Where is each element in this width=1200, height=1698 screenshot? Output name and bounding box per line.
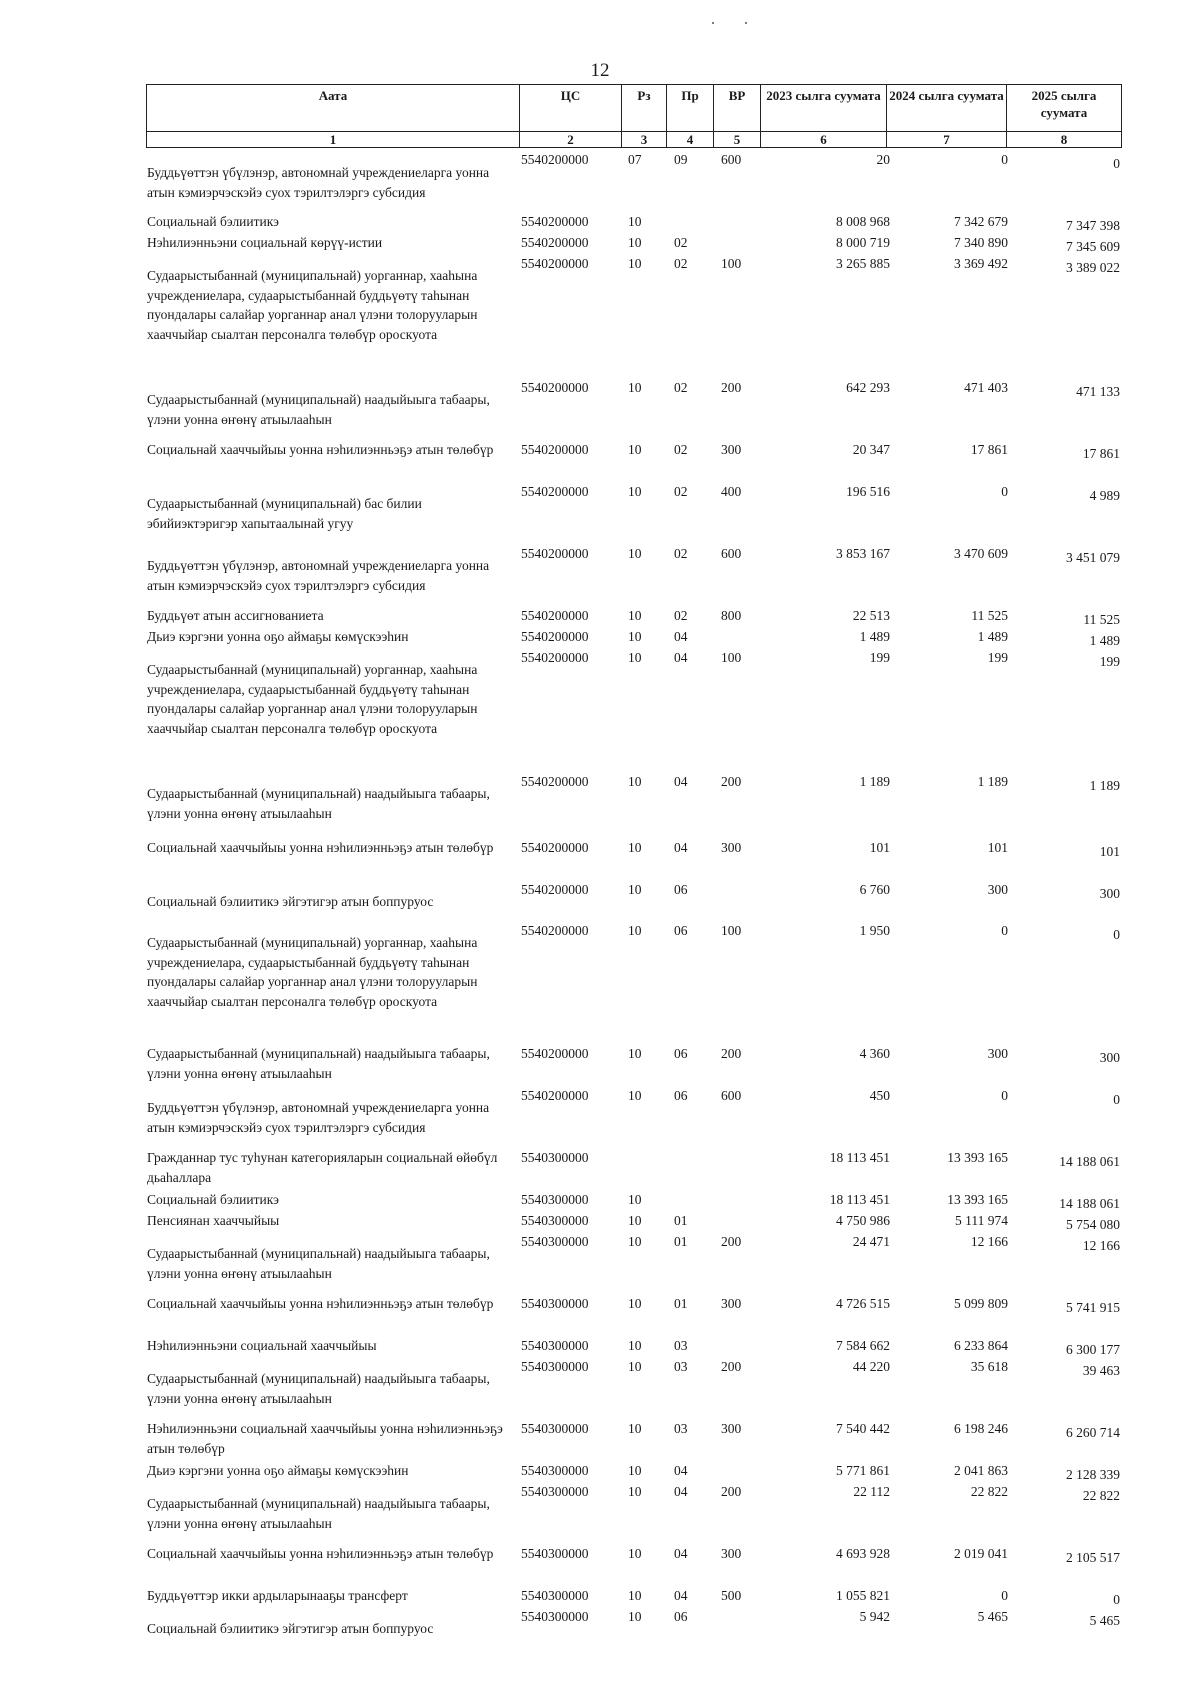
row-name: Социальнай хааччыйыы уонна нэһилиэнньэҕэ атын төлөбүр <box>147 840 494 855</box>
row-2025: 7 345 609 <box>1066 239 1120 254</box>
row-2025: 2 128 339 <box>1066 1467 1120 1482</box>
row-name: Нэһилиэнньэни социальнай хааччыйыы уонна нэһилиэнньэҕэ атын төлөбүр <box>147 1421 503 1456</box>
row-rz: 10 <box>628 214 642 229</box>
row-cs: 5540300000 <box>521 1484 589 1499</box>
row-name: Социальнай хааччыйыы уонна нэһилиэнньэҕэ атын төлөбүр <box>147 1546 494 1561</box>
row-2025: 300 <box>1099 1050 1120 1065</box>
row-2025: 11 525 <box>1083 612 1120 627</box>
column-number: 2 <box>520 132 622 148</box>
row-pr: 02 <box>674 608 688 623</box>
row-cs: 5540200000 <box>521 214 589 229</box>
row-2023: 5 771 861 <box>836 1463 890 1478</box>
row-pr: 06 <box>674 1609 688 1624</box>
row-vr: 200 <box>721 774 742 789</box>
row-cs: 5540300000 <box>521 1588 589 1603</box>
row-cs: 5540200000 <box>521 235 589 250</box>
row-rz: 10 <box>628 256 642 271</box>
header-name: Аата <box>147 85 520 132</box>
row-pr: 02 <box>674 442 688 457</box>
row-2023: 8 000 719 <box>836 235 890 250</box>
row-pr: 04 <box>674 1463 688 1478</box>
row-name: Буддьүөттэн үбүлэнэр, автономнай учреждениеларга уонна атын кэмиэрчэскэйэ суох тэрилтэлэргэ субсидия <box>147 165 490 200</box>
row-cs: 5540200000 <box>521 923 589 938</box>
row-2023: 22 112 <box>853 1484 890 1499</box>
row-2023: 1 055 821 <box>836 1588 890 1603</box>
row-2025: 0 <box>1113 1092 1120 1107</box>
row-name: Судаарыстыбаннай (муниципальнай) наадыйыыга табаары, үлэни уонна өҥөнү атыылааһын <box>147 1046 490 1081</box>
row-pr: 06 <box>674 882 688 897</box>
row-2025: 2 105 517 <box>1066 1550 1120 1565</box>
row-vr: 100 <box>721 256 742 271</box>
row-vr: 500 <box>721 1588 742 1603</box>
row-2024: 1 189 <box>977 774 1008 789</box>
row-2024: 22 822 <box>970 1484 1008 1499</box>
row-name: Социальнай хааччыйыы уонна нэһилиэнньэҕэ атын төлөбүр <box>147 1296 494 1311</box>
column-number: 8 <box>1007 132 1122 148</box>
row-vr: 300 <box>721 1421 742 1436</box>
row-vr: 200 <box>721 1046 742 1061</box>
row-2025: 17 861 <box>1082 446 1120 461</box>
row-2024: 13 393 165 <box>947 1150 1008 1165</box>
row-rz: 10 <box>628 1234 642 1249</box>
row-pr: 02 <box>674 380 688 395</box>
row-rz: 10 <box>628 1421 642 1436</box>
row-2025: 7 347 398 <box>1066 218 1120 233</box>
row-pr: 02 <box>674 235 688 250</box>
row-vr: 300 <box>721 1546 742 1561</box>
row-2023: 4 360 <box>859 1046 890 1061</box>
row-cs: 5540200000 <box>521 380 589 395</box>
row-name: Социальнай бэлиитикэ эйгэтигэр атын боппуруос <box>147 1621 434 1636</box>
row-vr: 200 <box>721 1234 742 1249</box>
row-2025: 199 <box>1099 654 1120 669</box>
row-pr: 03 <box>674 1421 688 1436</box>
row-2023: 7 540 442 <box>836 1421 890 1436</box>
header-pr: Пр <box>667 85 714 132</box>
row-2024: 13 393 165 <box>947 1192 1008 1207</box>
row-vr: 300 <box>721 442 742 457</box>
row-rz: 10 <box>628 1588 642 1603</box>
row-cs: 5540200000 <box>521 1046 589 1061</box>
row-2025: 0 <box>1113 1592 1120 1607</box>
row-2024: 7 342 679 <box>954 214 1008 229</box>
header-vr: ВР <box>714 85 761 132</box>
row-pr: 03 <box>674 1359 688 1374</box>
row-2025: 22 822 <box>1082 1488 1120 1503</box>
row-pr: 02 <box>674 256 688 271</box>
row-pr: 02 <box>674 484 688 499</box>
row-cs: 5540300000 <box>521 1192 589 1207</box>
row-pr: 06 <box>674 923 688 938</box>
row-name: Буддьүөт атын ассигнованиета <box>147 608 324 623</box>
row-2025: 5 465 <box>1089 1613 1120 1628</box>
row-2023: 1 950 <box>859 923 890 938</box>
row-cs: 5540300000 <box>521 1546 589 1561</box>
row-2024: 3 369 492 <box>954 256 1008 271</box>
row-pr: 03 <box>674 1338 688 1353</box>
row-cs: 5540200000 <box>521 442 589 457</box>
row-cs: 5540200000 <box>521 840 589 855</box>
row-2025: 5 741 915 <box>1066 1300 1120 1315</box>
row-2023: 5 942 <box>859 1609 890 1624</box>
row-cs: 5540300000 <box>521 1609 589 1624</box>
row-2025: 14 188 061 <box>1059 1154 1120 1169</box>
row-vr: 100 <box>721 923 742 938</box>
row-2024: 5 099 809 <box>954 1296 1008 1311</box>
row-name: Нэһилиэнньэни социальнай хааччыйыы <box>147 1338 377 1353</box>
row-rz: 10 <box>628 380 642 395</box>
row-pr: 01 <box>674 1234 688 1249</box>
row-2025: 3 451 079 <box>1066 550 1120 565</box>
row-2024: 1 489 <box>977 629 1008 644</box>
header-2024: 2024 сылга суумата <box>887 85 1007 132</box>
row-vr: 200 <box>721 1359 742 1374</box>
row-2025: 300 <box>1099 886 1120 901</box>
row-2024: 12 166 <box>970 1234 1008 1249</box>
row-name: Судаарыстыбаннай (муниципальнай) уорганнар, хааһына учреждениелара, судаарыстыбаннай буддьүөтү таһынан пуондалары салайар уорганнар анал үлэни толорууларын хааччыйар сыалтан персоналга төлөбүр ороскуота <box>147 268 478 342</box>
row-cs: 5540300000 <box>521 1463 589 1478</box>
row-2025: 3 389 022 <box>1066 260 1120 275</box>
row-2023: 1 189 <box>859 774 890 789</box>
row-2023: 199 <box>869 650 890 665</box>
header-2025: 2025 сылга суумата <box>1007 85 1122 132</box>
row-2023: 6 760 <box>859 882 890 897</box>
row-2024: 5 111 974 <box>955 1213 1008 1228</box>
row-2023: 4 750 986 <box>836 1213 890 1228</box>
row-2025: 1 489 <box>1089 633 1120 648</box>
row-cs: 5540300000 <box>521 1296 589 1311</box>
row-2024: 2 019 041 <box>954 1546 1008 1561</box>
row-rz: 10 <box>628 1192 642 1207</box>
row-rz: 10 <box>628 650 642 665</box>
row-2025: 101 <box>1099 844 1120 859</box>
row-2024: 0 <box>1001 1588 1008 1603</box>
row-rz: 10 <box>628 1546 642 1561</box>
column-number: 1 <box>147 132 520 148</box>
row-name: Судаарыстыбаннай (муниципальнай) наадыйыыга табаары, үлэни уонна өҥөнү атыылааһын <box>147 786 490 821</box>
row-2025: 4 989 <box>1089 488 1120 503</box>
row-2024: 3 470 609 <box>954 546 1008 561</box>
row-2023: 7 584 662 <box>836 1338 890 1353</box>
row-cs: 5540200000 <box>521 650 589 665</box>
row-name: Дьиэ кэргэни уонна оҕо аймаҕы көмүскээһин <box>147 629 409 644</box>
row-2025: 12 166 <box>1082 1238 1120 1253</box>
row-2024: 101 <box>987 840 1008 855</box>
row-2025: 0 <box>1113 927 1120 942</box>
row-name: Буддьүөттэн үбүлэнэр, автономнай учреждениеларга уонна атын кэмиэрчэскэйэ суох тэрилтэлэргэ субсидия <box>147 558 490 593</box>
row-cs: 5540200000 <box>521 882 589 897</box>
row-2023: 24 471 <box>852 1234 890 1249</box>
row-vr: 300 <box>721 1296 742 1311</box>
row-name: Нэһилиэнньэни социальнай көрүү-истии <box>147 235 383 250</box>
row-2024: 199 <box>987 650 1008 665</box>
row-2024: 35 618 <box>970 1359 1008 1374</box>
row-2025: 1 189 <box>1089 778 1120 793</box>
row-2024: 17 861 <box>970 442 1008 457</box>
row-pr: 04 <box>674 1546 688 1561</box>
row-pr: 04 <box>674 1588 688 1603</box>
row-cs: 5540200000 <box>521 608 589 623</box>
row-2025: 0 <box>1113 156 1120 171</box>
row-2024: 0 <box>1001 923 1008 938</box>
row-name: Судаарыстыбаннай (муниципальнай) наадыйыыга табаары, үлэни уонна өҥөнү атыылааһын <box>147 392 490 427</box>
row-name: Судаарыстыбаннай (муниципальнай) наадыйыыга табаары, үлэни уонна өҥөнү атыылааһын <box>147 1246 490 1281</box>
row-vr: 100 <box>721 650 742 665</box>
row-2025: 6 260 714 <box>1066 1425 1120 1440</box>
row-rz: 10 <box>628 1338 642 1353</box>
row-rz: 10 <box>628 840 642 855</box>
row-rz: 10 <box>628 882 642 897</box>
row-name: Буддьүөттэн үбүлэнэр, автономнай учреждениеларга уонна атын кэмиэрчэскэйэ суох тэрилтэлэргэ субсидия <box>147 1100 490 1135</box>
row-rz: 10 <box>628 923 642 938</box>
row-name: Социальнай бэлиитикэ <box>147 214 279 229</box>
row-2024: 2 041 863 <box>954 1463 1008 1478</box>
row-name: Судаарыстыбаннай (муниципальнай) бас билии эбийиэктэригэр хапытаалынай угуу <box>147 496 422 531</box>
row-pr: 09 <box>674 152 688 167</box>
row-2025: 5 754 080 <box>1066 1217 1120 1232</box>
row-cs: 5540300000 <box>521 1421 589 1436</box>
row-rz: 10 <box>628 1463 642 1478</box>
row-rz: 10 <box>628 774 642 789</box>
row-vr: 200 <box>721 380 742 395</box>
row-cs: 5540300000 <box>521 1359 589 1374</box>
row-2023: 1 489 <box>859 629 890 644</box>
column-number: 6 <box>761 132 887 148</box>
header-2023: 2023 сылга суумата <box>761 85 887 132</box>
row-vr: 400 <box>721 484 742 499</box>
header-cs: ЦС <box>520 85 622 132</box>
row-2024: 0 <box>1001 484 1008 499</box>
row-2023: 18 113 451 <box>829 1192 890 1207</box>
row-2023: 196 516 <box>846 484 890 499</box>
row-2025: 39 463 <box>1082 1363 1120 1378</box>
row-cs: 5540200000 <box>521 629 589 644</box>
row-pr: 04 <box>674 650 688 665</box>
scan-speck <box>712 22 714 24</box>
page-number: 12 <box>590 60 610 81</box>
row-name: Дьиэ кэргэни уонна оҕо аймаҕы көмүскээһин <box>147 1463 409 1478</box>
header-rz: Рз <box>622 85 667 132</box>
row-2023: 642 293 <box>846 380 890 395</box>
row-name: Судаарыстыбаннай (муниципальнай) уорганнар, хааһына учреждениелара, судаарыстыбаннай буддьүөтү таһынан пуондалары салайар уорганнар анал үлэни толорууларын хааччыйар сыалтан персоналга төлөбүр ороскуота <box>147 935 478 1009</box>
row-cs: 5540200000 <box>521 1088 589 1103</box>
row-cs: 5540200000 <box>521 546 589 561</box>
row-rz: 10 <box>628 1296 642 1311</box>
row-pr: 04 <box>674 840 688 855</box>
row-vr: 800 <box>721 608 742 623</box>
row-2024: 6 233 864 <box>954 1338 1008 1353</box>
row-2024: 5 465 <box>977 1609 1008 1624</box>
row-pr: 06 <box>674 1088 688 1103</box>
row-cs: 5540300000 <box>521 1213 589 1228</box>
row-2023: 3 265 885 <box>836 256 890 271</box>
row-pr: 01 <box>674 1213 688 1228</box>
row-rz: 10 <box>628 1359 642 1374</box>
column-number: 4 <box>667 132 714 148</box>
row-2024: 300 <box>987 1046 1008 1061</box>
row-rz: 10 <box>628 1609 642 1624</box>
column-number-row <box>147 132 1122 148</box>
row-pr: 06 <box>674 1046 688 1061</box>
row-vr: 300 <box>721 840 742 855</box>
row-2024: 11 525 <box>971 608 1008 623</box>
row-pr: 04 <box>674 774 688 789</box>
row-name: Социальнай хааччыйыы уонна нэһилиэнньэҕэ атын төлөбүр <box>147 442 494 457</box>
row-rz: 10 <box>628 1046 642 1061</box>
row-vr: 200 <box>721 1484 742 1499</box>
row-cs: 5540300000 <box>521 1234 589 1249</box>
row-vr: 600 <box>721 152 742 167</box>
row-pr: 01 <box>674 1296 688 1311</box>
row-rz: 10 <box>628 629 642 644</box>
row-name: Пенсиянан хааччыйыы <box>147 1213 280 1228</box>
row-cs: 5540200000 <box>521 152 589 167</box>
row-name: Судаарыстыбаннай (муниципальнай) наадыйыыга табаары, үлэни уонна өҥөнү атыылааһын <box>147 1371 490 1406</box>
row-rz: 10 <box>628 235 642 250</box>
row-2024: 300 <box>987 882 1008 897</box>
row-2023: 101 <box>869 840 890 855</box>
row-cs: 5540200000 <box>521 484 589 499</box>
column-number: 3 <box>622 132 667 148</box>
row-2023: 3 853 167 <box>836 546 890 561</box>
row-pr: 04 <box>674 1484 688 1499</box>
row-cs: 5540200000 <box>521 256 589 271</box>
row-rz: 10 <box>628 442 642 457</box>
row-name: Судаарыстыбаннай (муниципальнай) наадыйыыга табаары, үлэни уонна өҥөнү атыылааһын <box>147 1496 490 1531</box>
column-number: 7 <box>887 132 1007 148</box>
row-2023: 450 <box>869 1088 890 1103</box>
row-2024: 7 340 890 <box>954 235 1008 250</box>
row-rz: 10 <box>628 1088 642 1103</box>
column-number: 5 <box>714 132 761 148</box>
row-name: Судаарыстыбаннай (муниципальнай) уорганнар, хааһына учреждениелара, судаарыстыбаннай буддьүөтү таһынан пуондалары салайар уорганнар анал үлэни толорууларын хааччыйар сыалтан персоналга төлөбүр ороскуота <box>147 662 478 736</box>
row-2023: 8 008 968 <box>836 214 890 229</box>
row-2024: 0 <box>1001 1088 1008 1103</box>
row-rz: 10 <box>628 1484 642 1499</box>
row-2025: 471 133 <box>1076 384 1120 399</box>
row-2023: 20 347 <box>852 442 890 457</box>
row-name: Буддьүөттэр икки ардыларынааҕы трансферт <box>147 1588 408 1603</box>
row-cs: 5540300000 <box>521 1338 589 1353</box>
row-2024: 471 403 <box>964 380 1008 395</box>
budget-table-header <box>146 84 1122 148</box>
row-name: Социальнай бэлиитикэ <box>147 1192 279 1207</box>
row-rz: 10 <box>628 608 642 623</box>
row-2023: 44 220 <box>852 1359 890 1374</box>
row-name: Социальнай бэлиитикэ эйгэтигэр атын боппуруос <box>147 894 434 909</box>
row-2023: 22 513 <box>852 608 890 623</box>
row-rz: 10 <box>628 484 642 499</box>
row-2025: 6 300 177 <box>1066 1342 1120 1357</box>
header-row <box>147 85 1122 132</box>
row-2023: 20 <box>876 152 890 167</box>
row-rz: 10 <box>628 1213 642 1228</box>
row-cs: 5540200000 <box>521 774 589 789</box>
row-vr: 600 <box>721 546 742 561</box>
row-rz: 10 <box>628 546 642 561</box>
row-2024: 6 198 246 <box>954 1421 1008 1436</box>
row-2023: 18 113 451 <box>829 1150 890 1165</box>
row-2025: 14 188 061 <box>1059 1196 1120 1211</box>
row-rz: 07 <box>628 152 642 167</box>
row-vr: 600 <box>721 1088 742 1103</box>
row-2024: 0 <box>1001 152 1008 167</box>
row-name: Гражданнар тус туһунан категорияларын социальнай өйөбүл дьаһаллара <box>147 1150 498 1185</box>
row-cs: 5540300000 <box>521 1150 589 1165</box>
row-2023: 4 693 928 <box>836 1546 890 1561</box>
row-pr: 04 <box>674 629 688 644</box>
scan-speck <box>745 22 747 24</box>
row-pr: 02 <box>674 546 688 561</box>
row-2023: 4 726 515 <box>836 1296 890 1311</box>
